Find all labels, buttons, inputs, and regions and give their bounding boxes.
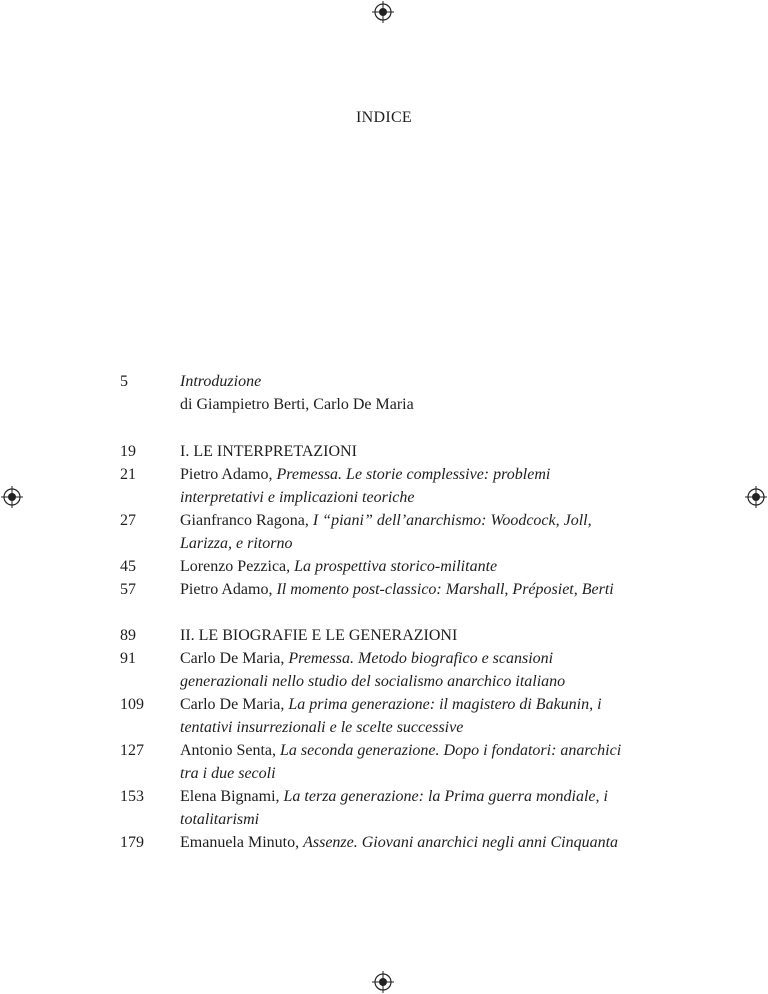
registration-mark-icon (1, 486, 23, 508)
entry-author: Carlo De Maria, (180, 696, 289, 713)
entry-author: Antonio Senta, (180, 742, 280, 759)
page-number: 109 (120, 696, 144, 713)
entry-title: Larizza, e ritorno (180, 535, 293, 552)
entry-title: Premessa. Metodo biografico e scansioni (288, 650, 554, 667)
page-number: 153 (120, 788, 144, 805)
entry-title: I “piani” dell’anarchismo: Woodcock, Joll, (312, 512, 592, 529)
entry-title: tentativi insurrezionali e le scelte successive (180, 719, 464, 736)
entry-author: Elena Bignami, (180, 788, 284, 805)
page-number: 5 (120, 373, 128, 390)
entry-title: Assenze. Giovani anarchici negli anni Cinquanta (303, 834, 619, 851)
entry-title: tra i due secoli (180, 765, 276, 782)
entry-title: Premessa. Le storie complessive: problemi (276, 466, 551, 483)
entry-title: totalitarismi (180, 811, 260, 828)
page-number: 127 (120, 742, 144, 759)
page-number: 27 (120, 512, 136, 529)
entry-author: Gianfranco Ragona, (180, 512, 313, 529)
entry-title: La prima generazione: il magistero di Bakunin, i (288, 696, 602, 713)
page-number: 21 (120, 466, 136, 483)
registration-mark-icon (372, 1, 394, 23)
entry-author: Lorenzo Pezzica, (180, 558, 295, 575)
entry-title: Il momento post-classico: Marshall, Préposiet, Berti (276, 581, 614, 598)
entry-title: Introduzione (180, 373, 262, 390)
entry-title: interpretativi e implicazioni teoriche (180, 489, 415, 506)
entry-author: Pietro Adamo, (180, 581, 277, 598)
entry-author: Carlo De Maria, (180, 650, 289, 667)
page-number: 91 (120, 650, 136, 667)
entry-title: La terza generazione: la Prima guerra mondiale, i (283, 788, 608, 805)
page-number: 19 (120, 443, 136, 460)
registration-mark-icon (372, 971, 394, 993)
registration-mark-icon (745, 486, 767, 508)
entry-title: La prospettiva storico-militante (294, 558, 498, 575)
entry-title: La seconda generazione. Dopo i fondatori: anarchici (280, 742, 622, 759)
page-number: 179 (120, 834, 144, 851)
page-title: INDICE (355, 109, 412, 126)
entry-author: Emanuela Minuto, (180, 834, 304, 851)
page-number: 45 (120, 558, 136, 575)
section-title: I. LE INTERPRETAZIONI (180, 443, 357, 460)
entry-authors: di Giampietro Berti, Carlo De Maria (180, 396, 414, 413)
page-number: 89 (120, 627, 136, 644)
page-number: 57 (120, 581, 136, 598)
entry-author: Pietro Adamo, (180, 466, 277, 483)
entry-title: generazionali nello studio del socialismo anarchico italiano (180, 673, 566, 690)
section-title: II. LE BIOGRAFIE E LE GENERAZIONI (180, 627, 458, 644)
